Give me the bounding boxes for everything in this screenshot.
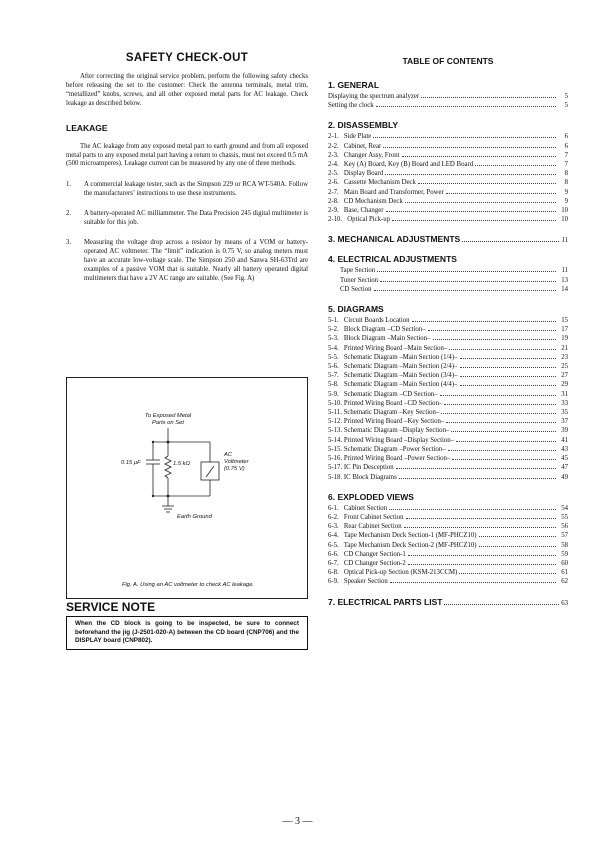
toc-entry-label: 2-6. Cassette Mechanism Deck xyxy=(328,179,416,187)
toc-leader-dots xyxy=(460,385,557,386)
toc-entry-label: 5-2. Block Diagram –CD Section– xyxy=(328,326,426,334)
service-note-title: SERVICE NOTE xyxy=(66,600,156,614)
toc-leader-dots xyxy=(446,193,556,194)
toc-entry[interactable] xyxy=(328,334,568,343)
toc-section-title: 3. MECHANICAL ADJUSTMENTS xyxy=(328,234,461,245)
voltmeter-label-line1: AC xyxy=(224,452,233,458)
left-column xyxy=(66,52,308,645)
toc-leader-dots xyxy=(418,183,556,184)
toc-entry-label: 6-2. Front Cabinet Section xyxy=(328,513,404,521)
toc-page-number: 10 xyxy=(561,207,568,215)
toc-entry[interactable] xyxy=(328,371,568,380)
circuit-diagram xyxy=(67,378,309,600)
toc-entry[interactable] xyxy=(328,408,568,417)
toc-leader-dots xyxy=(456,441,556,442)
toc-entry[interactable] xyxy=(328,577,568,586)
toc-page-number: 19 xyxy=(561,335,568,343)
toc-leader-dots xyxy=(441,413,556,414)
toc-entry-label: 5-4. Printed Wiring Board –Main Section– xyxy=(328,344,448,352)
toc-leader-dots xyxy=(408,555,556,556)
toc-page-number: 55 xyxy=(561,513,568,521)
toc-entry-label: 2-1. Side Plate xyxy=(328,133,372,141)
toc-leader-dots xyxy=(380,281,556,282)
voltmeter-label-line2: Voltmeter xyxy=(224,459,249,465)
toc-section-heading[interactable] xyxy=(328,80,568,90)
toc-section-heading[interactable] xyxy=(328,597,568,607)
toc-section-heading[interactable] xyxy=(328,492,568,502)
toc-page-number: 5 xyxy=(564,93,568,100)
toc-entry-label: 5-5. Schematic Diagram –Main Section (1/4)– xyxy=(328,353,458,361)
toc-leader-dots xyxy=(408,564,556,565)
toc-entry-label: Setting the clock xyxy=(328,102,374,110)
toc-section-title: 7. ELECTRICAL PARTS LIST xyxy=(328,596,443,607)
toc-page-number: 39 xyxy=(561,427,568,435)
toc-page-number: 60 xyxy=(561,559,568,567)
toc-page-number: 62 xyxy=(561,578,568,586)
toc-page-number: 43 xyxy=(561,445,568,453)
toc-leader-dots xyxy=(462,241,559,242)
toc-page-number: 9 xyxy=(564,197,568,205)
page-number: — 3 — xyxy=(282,816,313,827)
toc-page-number: 33 xyxy=(561,399,568,407)
junction-dot xyxy=(152,441,154,443)
toc-leader-dots xyxy=(444,404,556,405)
methods-list xyxy=(66,181,308,283)
toc-leader-dots xyxy=(421,97,556,98)
toc-page-number: 8 xyxy=(564,179,568,187)
toc-entry[interactable] xyxy=(328,276,568,285)
toc-entry-label: Tuner Section xyxy=(340,276,379,284)
toc-entry-label: 2-2. Cabinet, Rear xyxy=(328,142,382,150)
toc-entry-label: CD Section xyxy=(340,285,372,293)
toc-leader-dots xyxy=(377,271,556,272)
toc-entry[interactable] xyxy=(328,445,568,454)
toc-entry[interactable] xyxy=(328,151,568,160)
toc-section-title: 4. ELECTRICAL ADJUSTMENTS xyxy=(328,254,457,265)
toc-entry[interactable] xyxy=(328,132,568,141)
toc-section xyxy=(328,234,568,244)
toc-entry-label: Tape Section xyxy=(340,267,376,275)
toc-entry-label: 5-7. Schematic Diagram –Main Section (3/4)– xyxy=(328,372,458,380)
toc-entry-label: 5-14. Printed Wiring Board –Display Section– xyxy=(328,436,455,444)
toc-page-number: 5 xyxy=(564,102,568,110)
method-number: 3. xyxy=(66,238,72,246)
toc-page-number: 49 xyxy=(561,473,568,481)
toc-leader-dots xyxy=(405,202,556,203)
toc-entry[interactable] xyxy=(328,504,568,513)
toc-entry-label: Displaying the spectrum analyzer xyxy=(328,93,420,100)
toc-entry[interactable] xyxy=(328,513,568,522)
toc-page-number: 11 xyxy=(561,267,568,275)
toc-page-number: 61 xyxy=(561,569,568,577)
right-column xyxy=(328,52,568,617)
toc-entry[interactable] xyxy=(328,101,568,110)
toc-entry[interactable] xyxy=(328,473,568,482)
figure-a xyxy=(66,377,308,599)
figure-label-top xyxy=(137,413,199,427)
toc-leader-dots xyxy=(479,546,556,547)
toc-page-number: 6 xyxy=(564,142,568,150)
toc-entry[interactable] xyxy=(328,169,568,178)
toc-entry-label: 5-16. Printed Wiring Board –Power Section– xyxy=(328,455,451,463)
toc-leader-dots xyxy=(433,339,556,340)
toc-entry-label: 2-9. Base, Changer xyxy=(328,207,384,215)
toc-leader-dots xyxy=(459,573,556,574)
toc-section-heading[interactable] xyxy=(328,120,568,130)
toc-entry[interactable] xyxy=(328,399,568,408)
toc-entry-label: 2-7. Main Board and Transformer, Power xyxy=(328,188,444,196)
toc-page-number: 29 xyxy=(561,381,568,389)
toc-page-number: 57 xyxy=(561,532,568,540)
resistor-label: 1.5 kΩ xyxy=(173,461,190,467)
toc-leader-dots xyxy=(404,527,556,528)
toc-entry[interactable] xyxy=(328,92,568,101)
toc-page-number: 15 xyxy=(561,317,568,325)
toc-entry-label: 5-8. Schematic Diagram –Main Section (4/4)– xyxy=(328,381,458,389)
toc-section-title: 5. DIAGRAMS xyxy=(328,304,384,315)
figure-label-top-line1: To Exposed Metal xyxy=(144,413,192,419)
toc-page-number: 10 xyxy=(561,216,568,224)
toc-page-number: 35 xyxy=(561,409,568,417)
toc-entry[interactable] xyxy=(328,550,568,559)
toc-entry[interactable] xyxy=(328,188,568,197)
toc-entry-label: 6-4. Tape Mechanism Deck Section-1 (MF-PHCZ10) xyxy=(328,532,477,540)
toc-entry-label: 2-8. CD Mechanism Deck xyxy=(328,197,403,205)
junction-dot xyxy=(152,495,154,497)
toc-entry-label: 5-10. Printed Wiring Board –CD Section– xyxy=(328,399,443,407)
toc-leader-dots xyxy=(374,290,556,291)
toc-entry-label: 2-10. Optical Pick-up xyxy=(328,216,391,224)
toc-entry[interactable] xyxy=(328,316,568,325)
toc-leader-dots xyxy=(383,147,556,148)
toc-leader-dots xyxy=(396,468,556,469)
toc-section-heading[interactable] xyxy=(328,304,568,314)
toc-leader-dots xyxy=(444,604,559,605)
toc-page-number: 45 xyxy=(561,455,568,463)
toc-page-number: 6 xyxy=(564,133,568,141)
toc-section xyxy=(328,597,568,607)
toc-entry[interactable] xyxy=(328,436,568,445)
method-item xyxy=(66,210,308,228)
method-text: A battery-operated AC milliammeter. The Data Precision 245 digital multimeter is suitable for this job. xyxy=(84,210,308,227)
toc-entry[interactable] xyxy=(328,380,568,389)
toc-page-number: 58 xyxy=(561,541,568,549)
toc-page-number: 17 xyxy=(561,326,568,334)
toc-entry-label: 5-3. Block Diagram –Main Section– xyxy=(328,335,431,343)
toc-page-number: 47 xyxy=(561,464,568,472)
toc-leader-dots xyxy=(475,165,556,166)
toc-leader-dots xyxy=(460,367,557,368)
toc-entry[interactable] xyxy=(328,285,568,294)
toc-entry[interactable] xyxy=(328,325,568,334)
toc-leader-dots xyxy=(448,450,556,451)
toc-entry-label: 6-3. Rear Cabinet Section xyxy=(328,523,402,531)
toc-section xyxy=(328,304,568,482)
method-number: 2. xyxy=(66,210,72,218)
toc-page-number: 8 xyxy=(564,170,568,178)
toc-page-number: 59 xyxy=(561,550,568,558)
toc-page-number: 11 xyxy=(561,237,568,245)
toc-entry-label: 5-18. IC Block Diagrams xyxy=(328,473,397,481)
toc-leader-dots xyxy=(402,156,557,157)
toc-section-title: 1. GENERAL xyxy=(328,80,380,90)
toc-leader-dots xyxy=(385,174,556,175)
toc-leader-dots xyxy=(479,536,556,537)
toc-entry-label: 6-5. Tape Mechanism Deck Section-2 (MF-PHCZ10) xyxy=(328,541,477,549)
toc-section-title: 6. EXPLODED VIEWS xyxy=(328,491,414,502)
method-item xyxy=(66,181,308,199)
toc-leader-dots xyxy=(373,137,556,138)
toc-entry[interactable] xyxy=(328,178,568,187)
toc-entry[interactable] xyxy=(328,390,568,399)
toc-page-number: 7 xyxy=(564,151,568,159)
toc-leader-dots xyxy=(386,211,557,212)
toc-entry-label: 5-17. IC Pin Desception xyxy=(328,464,394,472)
toc-page-number: 14 xyxy=(561,285,568,293)
toc-entry-label: 2-4. Key (A) Board, Key (B) Board and LED Board xyxy=(328,161,474,169)
toc-entry-label: 5-6. Schematic Diagram –Main Section (2/4)– xyxy=(328,363,458,371)
toc-page-number: 21 xyxy=(561,344,568,352)
toc-leader-dots xyxy=(451,431,556,432)
toc-page-number: 13 xyxy=(561,276,568,284)
method-number: 1. xyxy=(66,181,72,189)
toc-entry[interactable] xyxy=(328,568,568,577)
resistor-zigzag xyxy=(165,456,171,478)
toc-page-number: 23 xyxy=(561,353,568,361)
toc-page-number: 25 xyxy=(561,363,568,371)
figure-caption: Fig. A. Using an AC voltmeter to check AC leakage. xyxy=(121,582,255,588)
voltmeter-label-line3: (0.75 V) xyxy=(224,466,245,472)
method-text: Measuring the voltage drop across a resistor by means of a VOM or battery-operated AC voltmeter. The “limit” indication is 0.75 V, so analog meters must have an accurate low-voltage scale. The Simpson 250 and Sanwa SH-63Trd are examples of a passive VOM that is suitable. Nearly all battery operated digital multimeters that have a 2V AC range are suitable. (See Fig. A) xyxy=(84,238,308,282)
toc-entry-label: 5-1. Circuit Boards Location xyxy=(328,317,410,325)
toc-entry-label: 2-3. Changer Assy, Front xyxy=(328,151,400,159)
toc-entry-label: 6-6. CD Changer Section-1 xyxy=(328,550,406,558)
method-text: A commercial leakage tester, such as the Simpson 229 or RCA WT-540A. Follow the manufacturers’ instructions to use these instruments. xyxy=(84,181,308,198)
toc-entry[interactable] xyxy=(328,215,568,224)
toc-entry-label: 5-12. Printed Wiring Board –Key Section– xyxy=(328,418,445,426)
toc-entry[interactable] xyxy=(328,197,568,206)
toc-entry[interactable] xyxy=(328,522,568,531)
voltmeter-needle xyxy=(206,466,214,477)
toc-entry-label: 6-8. Optical Pick-up Section (KSM-213CCM) xyxy=(328,569,458,577)
toc-entry-label: 5-15. Schematic Diagram –Power Section– xyxy=(328,445,446,453)
toc-leader-dots xyxy=(399,478,556,479)
toc-page-number: 41 xyxy=(561,436,568,444)
toc-entry[interactable] xyxy=(328,266,568,275)
toc-body xyxy=(328,80,568,607)
toc-entry[interactable] xyxy=(328,454,568,463)
toc-leader-dots xyxy=(449,349,556,350)
toc-entry[interactable] xyxy=(328,559,568,568)
junction-dot xyxy=(167,441,170,444)
toc-entry[interactable] xyxy=(328,160,568,169)
toc-section xyxy=(328,80,568,110)
method-item xyxy=(66,239,308,284)
toc-section-heading[interactable] xyxy=(328,234,568,244)
toc-entry-label: 5-11. Schematic Diagram –Key Section– xyxy=(328,409,440,417)
toc-entry[interactable] xyxy=(328,353,568,362)
leakage-heading: LEAKAGE xyxy=(66,122,108,133)
toc-page-number: 37 xyxy=(561,418,568,426)
toc-section-heading[interactable] xyxy=(328,254,568,264)
toc-leader-dots xyxy=(389,509,556,510)
capacitor-label: 0.15 μF xyxy=(121,460,141,466)
toc-page-number: 27 xyxy=(561,372,568,380)
toc-entry-label: 6-7. CD Changer Section-2 xyxy=(328,559,406,567)
leakage-text: The AC leakage from any exposed metal part to earth ground and from all exposed metal parts to any exposed metal part having a return to chassis, must not exceed 0.5 mA (500 microamperes). Leakage current can be measured by any one of three methods. xyxy=(66,142,308,168)
toc-entry[interactable] xyxy=(328,531,568,540)
toc-leader-dots xyxy=(406,518,556,519)
toc-leader-dots xyxy=(412,321,556,322)
junction-dot xyxy=(167,495,170,498)
toc-leader-dots xyxy=(376,106,556,107)
toc-entry-label: 5-9. Schematic Diagram –CD Section– xyxy=(328,390,438,398)
voltmeter-label xyxy=(224,452,249,473)
toc-entry-label: 2-5. Display Board xyxy=(328,170,384,178)
toc-section xyxy=(328,254,568,294)
figure-label-top-line2: Parts on Set xyxy=(152,420,184,426)
toc-leader-dots xyxy=(428,330,556,331)
toc-section xyxy=(328,492,568,587)
toc-leader-dots xyxy=(460,358,557,359)
safety-intro: After correcting the original service problem, perform the following safety checks before releasing the set to the customer: Check the antenna terminals, metal trim, “metallized” knobs, screws, and all other exposed metal parts for AC leakage. Check leakage as described below. xyxy=(66,73,308,107)
toc-entry[interactable] xyxy=(328,417,568,426)
toc-leader-dots xyxy=(440,395,556,396)
toc-entry[interactable] xyxy=(328,206,568,215)
toc-page-number: 31 xyxy=(561,390,568,398)
toc-leader-dots xyxy=(392,220,556,221)
toc-page-number: 63 xyxy=(561,599,568,607)
toc-entry[interactable] xyxy=(328,344,568,353)
toc-entry[interactable] xyxy=(328,541,568,550)
toc-page-number: 7 xyxy=(564,161,568,169)
toc-entry[interactable] xyxy=(328,362,568,371)
toc-leader-dots xyxy=(452,459,556,460)
toc-leader-dots xyxy=(390,582,556,583)
toc-page-number: 9 xyxy=(564,188,568,196)
toc-leader-dots xyxy=(446,422,556,423)
toc-entry[interactable] xyxy=(328,142,568,151)
ground-label: Earth Ground xyxy=(177,514,212,520)
toc-entry[interactable] xyxy=(328,426,568,435)
toc-title: TABLE OF CONTENTS xyxy=(402,56,494,66)
toc-page-number: 54 xyxy=(561,504,568,512)
toc-entry-label: 6-9. Speaker Section xyxy=(328,578,388,586)
toc-section xyxy=(328,120,568,224)
toc-section-title: 2. DISASSEMBLY xyxy=(328,120,399,131)
service-note-box: When the CD block is going to be inspected, be sure to connect beforehand the jig (J-2501-020-A) between the CD board (CNP706) and the DISPLAY board (CNP802). xyxy=(66,616,308,650)
toc-entry[interactable] xyxy=(328,463,568,472)
safety-title: SAFETY CHECK-OUT xyxy=(125,52,249,64)
toc-leader-dots xyxy=(460,376,557,377)
toc-entry-label: 5-13. Schematic Diagram –Display Section– xyxy=(328,427,450,435)
toc-entry-label: 6-1. Cabinet Section xyxy=(328,504,388,512)
toc-page-number: 56 xyxy=(561,523,568,531)
